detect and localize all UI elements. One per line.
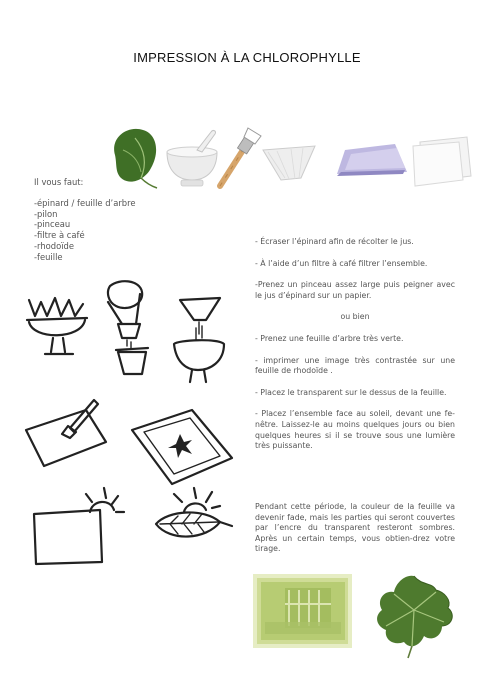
filtering-sketch — [100, 278, 230, 388]
list-item: -feuille — [34, 251, 63, 262]
step-text: -Prenez un pinceau assez large puis peigner avec le jus d’épinard sur un papier. — [255, 280, 455, 300]
alternative-text: ou bien — [340, 312, 370, 322]
list-item: -filtre à café — [34, 230, 85, 241]
sun-on-leaf-sketch — [150, 484, 240, 564]
instructions — [255, 237, 455, 463]
mortar-and-pestle-icon — [167, 131, 217, 186]
chlorophyll-print-photo — [255, 576, 350, 646]
crushing-bowl-sketch — [25, 292, 105, 362]
sun-on-paper-sketch — [30, 484, 130, 574]
page-title: IMPRESSION À LA CHLOROPHYLLE — [133, 50, 361, 65]
paper-sheets-icon — [413, 137, 471, 186]
step-text: - Prenez une feuille d’arbre très verte. — [255, 333, 404, 343]
materials-list — [34, 177, 136, 263]
rhodoid-sheet-icon — [337, 144, 407, 176]
list-item: -pilon — [34, 208, 58, 219]
brushing-paper-sketch — [22, 394, 122, 474]
leaf-on-paper-sketch — [128, 404, 238, 489]
step-text: - Écraser l’épinard afin de récolter le jus. — [255, 237, 414, 246]
step-text: - Placez l’ensemble face au soleil, devant une fe-nêtre. Laissez-le au moins quelques jours ou bien quelques heures si il se trouve sous une lumière très puissante. — [255, 409, 455, 451]
materials-heading: Il vous faut: — [34, 177, 84, 187]
green-leaf-photo — [370, 570, 460, 660]
list-item: -rhodoïde — [34, 240, 74, 251]
list-item: -pinceau — [34, 219, 71, 230]
result-paragraph: Pendant cette période, la couleur de la feuille va devenir fade, mais les parties qui seront couvertes par l’encre du transparent resteront sombres. Après un certain temps, vous obtien-drez votre tirage. — [255, 502, 455, 554]
list-item: -épinard / feuille d’arbre — [34, 197, 136, 208]
paintbrush-icon — [220, 128, 261, 186]
coffee-filter-icon — [263, 146, 315, 180]
step-text: - À l’aide d’un filtre à café filtrer l’ensemble. — [255, 258, 428, 268]
materials-row — [105, 120, 475, 200]
step-text: - imprimer une image très contrastée sur une feuille de rhodoïde . — [255, 355, 455, 376]
step-text: - Placez le transparent sur le dessus de la feuille. — [255, 387, 447, 397]
